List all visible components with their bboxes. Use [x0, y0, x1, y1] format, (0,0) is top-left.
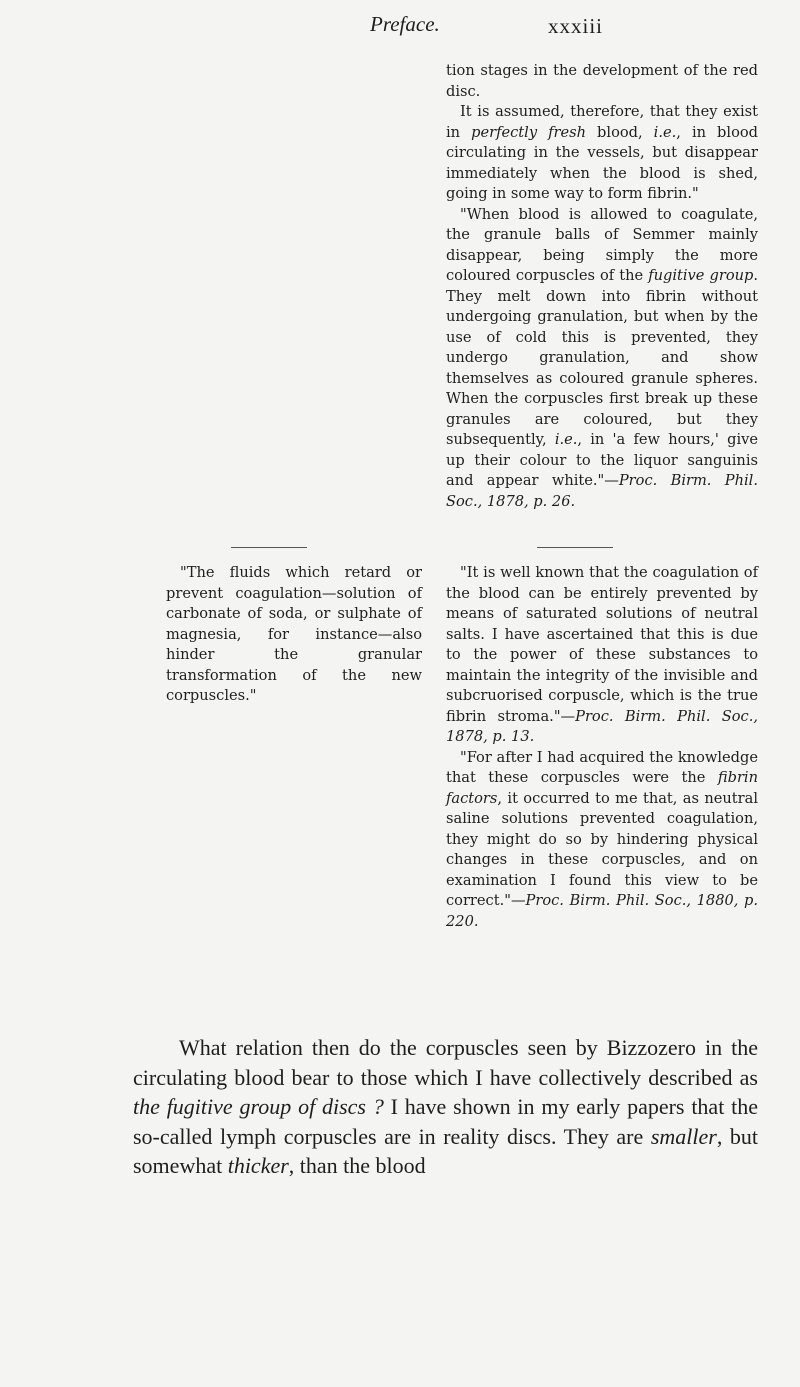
quote-paragraph: tion stages in the development of the red disc. — [446, 62, 758, 100]
quote-column-right-top — [446, 61, 758, 512]
quote-paragraph: "The fluids which retard or prevent coagulation—solution of carbonate of soda, or sulphate of magnesia, for instance—also hinder the granular transformation of the new corpuscles." — [166, 564, 422, 704]
quote-paragraph: "For after I had acquired the knowledge that these corpuscles were the fibrin factors, it occurred to me that, as neutral saline solutions prevented coagulation, they might do so by hindering physical changes in these corpuscles, and on examination I found this view to be correct."—Proc. Birm. Phil. Soc., 1880, p. 220. — [446, 748, 758, 930]
quote-paragraph: It is assumed, therefore, that they exist in perfectly fresh blood, i.e., in blood circulating in the vessels, but disappear immediately when the blood is shed, going in some way to form fibrin." — [446, 103, 758, 202]
running-title: Preface. — [370, 12, 440, 36]
page-number: xxxiii — [548, 14, 604, 38]
section-divider-right — [537, 547, 613, 548]
page-header — [0, 12, 800, 52]
body-paragraph — [133, 1033, 758, 1181]
quote-paragraph: "When blood is allowed to coagulate, the granule balls of Semmer mainly disappear, being simply the more coloured corpuscles of the fugitive group. They melt down into fibrin without undergoing granulation, but when by the use of cold this is prevented, they undergo granulation, and show themselves as coloured granule spheres. When the corpuscles first break up these granules are coloured, but they subsequently, i.e., in 'a few hours,' give up their colour to the liquor sanguinis and appear white."—Proc. Birm. Phil. Soc., 1878, p. 26. — [446, 205, 759, 510]
quote-column-left-bottom — [166, 563, 422, 707]
section-divider-left — [231, 547, 307, 548]
main-text: What relation then do the corpuscles seen by Bizzozero in the circulating blood bear to those which I have collectively described as the fugitive group of discs ? I have shown in my early papers that the so-called lymph corpuscles are in reality discs. They are smaller, but somewhat thicker, than the blood — [133, 1035, 759, 1178]
quote-paragraph: "It is well known that the coagulation of the blood can be entirely prevented by means of saturated solutions of neutral salts. I have ascertained that this is due to the power of these substances to maintain the integrity of the invisible and subcruorised corpuscle, which is the true fibrin stroma."—Proc. Birm. Phil. Soc., 1878, p. 13. — [446, 564, 758, 745]
quote-column-right-bottom — [446, 563, 758, 932]
